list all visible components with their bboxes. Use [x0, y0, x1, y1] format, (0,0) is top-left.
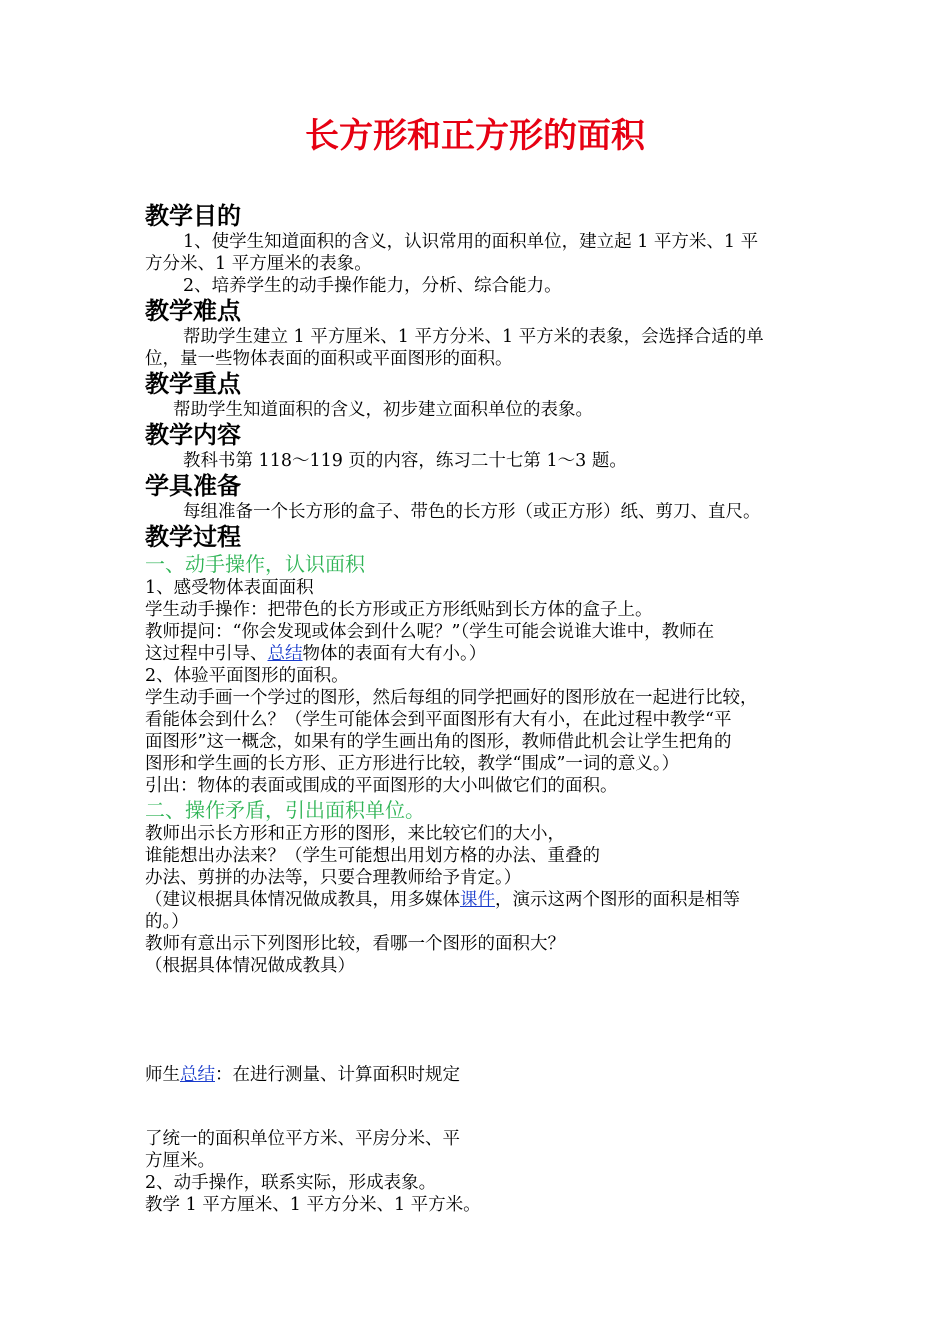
process-line: 教师有意出示下列图形比较，看哪一个图形的面积大？	[145, 934, 565, 954]
process-line: 看能体会到什么？（学生可能体会到平面图形有大有小，在此过程中教学“平	[145, 710, 732, 730]
process-line: 谁能想出办法来？（学生可能想出用划方格的办法、重叠的	[145, 846, 600, 866]
summary-link[interactable]: 总结	[267, 644, 303, 664]
text-span: 师生	[145, 1065, 180, 1085]
process-line: 学生动手画一个学过的图形，然后每组的同学把画好的图形放在一起进行比较，	[145, 688, 758, 708]
text-span: 物体的表面有大有小。）	[302, 644, 487, 664]
process-line: 1、感受物体表面面积	[145, 578, 314, 598]
process-line: 教学 1 平方厘米、1 平方分米、1 平方米。	[145, 1195, 481, 1215]
process-line: 2、体验平面图形的面积。	[145, 666, 349, 686]
heading-content: 教学内容	[145, 421, 241, 449]
tools-line: 每组准备一个长方形的盒子、带色的长方形（或正方形）纸、剪刀、直尺。	[183, 502, 761, 522]
process-line: 方厘米。	[145, 1151, 215, 1171]
process-line: 图形和学生画的长方形、正方形进行比较，教学“围成”一词的意义。）	[145, 754, 680, 774]
process-line	[145, 643, 486, 665]
summary-link[interactable]: 总结	[180, 1065, 215, 1085]
process-line: 面图形”这一概念，如果有的学生画出角的图形，教师借此机会让学生把角的	[145, 732, 732, 752]
process-line: 2、动手操作，联系实际，形成表象。	[145, 1173, 437, 1193]
process-line: 的。）	[145, 912, 189, 932]
heading-key: 教学重点	[145, 370, 241, 398]
document-title: 长方形和正方形的面积	[305, 116, 645, 156]
heading-tools: 学具准备	[145, 472, 241, 500]
goal-line: 方分米、1 平方厘米的表象。	[145, 254, 372, 274]
text-span: ：在进行测量、计算面积时规定	[215, 1065, 460, 1085]
content-line: 教科书第 118～119 页的内容，练习二十七第 1～3 题。	[183, 451, 627, 471]
process-line: 办法、剪拼的办法等，只要合理教师给予肯定。）	[145, 868, 522, 888]
difficulty-line: 帮助学生建立 1 平方厘米、1 平方分米、1 平方米的表象，会选择合适的单	[183, 327, 764, 347]
text-span: 这过程中引导、	[145, 644, 268, 664]
process-line	[145, 889, 740, 911]
heading-goal: 教学目的	[145, 202, 241, 230]
text-span: （建议根据具体情况做成教具，用多媒体	[145, 890, 460, 910]
goal-line: 1、使学生知道面积的含义，认识常用的面积单位，建立起 1 平方米、1 平	[183, 232, 759, 252]
key-line: 帮助学生知道面积的含义，初步建立面积单位的表象。	[173, 400, 593, 420]
text-span: ，演示这两个图形的面积是相等	[495, 890, 740, 910]
heading-difficulty: 教学难点	[145, 297, 241, 325]
part2-title: 二、操作矛盾，引出面积单位。	[145, 798, 425, 822]
process-line: 学生动手操作：把带色的长方形或正方形纸贴到长方体的盒子上。	[145, 600, 653, 620]
process-line	[145, 1064, 460, 1086]
goal-line: 2、培养学生的动手操作能力，分析、综合能力。	[183, 276, 562, 296]
process-line: 教师提问：“你会发现或体会到什么呢？”（学生可能会说谁大谁中，教师在	[145, 622, 715, 642]
courseware-link[interactable]: 课件	[460, 890, 495, 910]
process-line: 了统一的面积单位平方米、平房分米、平	[145, 1129, 460, 1149]
process-line: 引出：物体的表面或围成的平面图形的大小叫做它们的面积。	[145, 776, 618, 796]
heading-process: 教学过程	[145, 523, 241, 551]
difficulty-line: 位，量一些物体表面的面积或平面图形的面积。	[145, 349, 513, 369]
process-line: 教师出示长方形和正方形的图形，来比较它们的大小，	[145, 824, 565, 844]
part1-title: 一、动手操作，认识面积	[145, 552, 365, 576]
process-line: （根据具体情况做成教具）	[145, 956, 355, 976]
